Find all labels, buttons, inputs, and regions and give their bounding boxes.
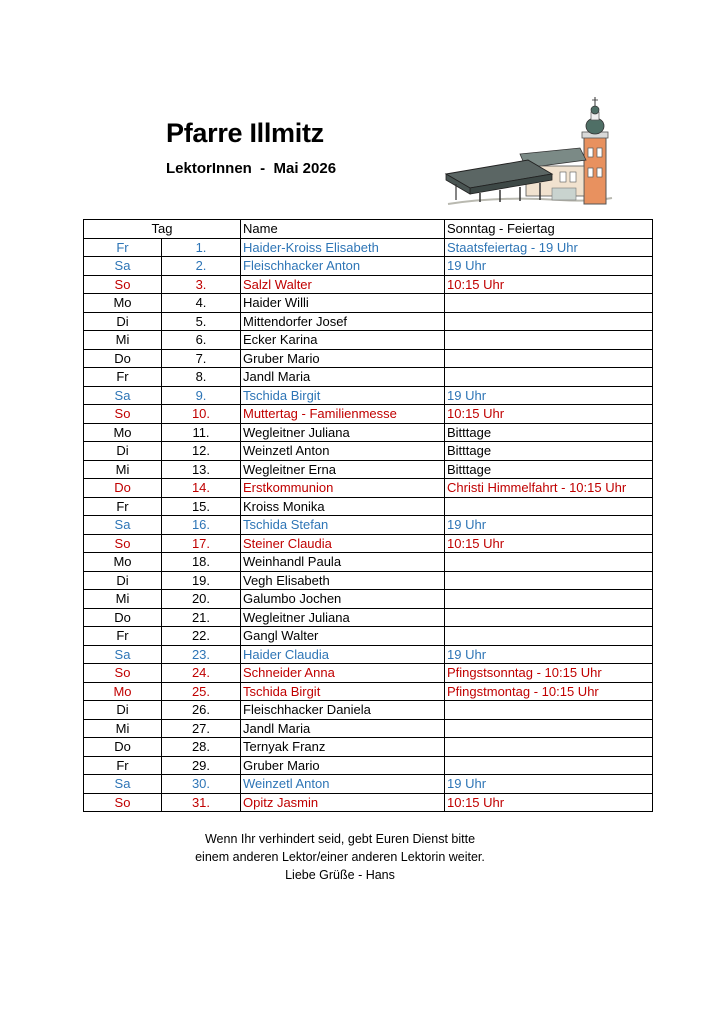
table-row <box>84 368 653 387</box>
date-cell: 16. <box>162 516 241 535</box>
day-cell: Mi <box>84 590 162 609</box>
day-cell: Do <box>84 608 162 627</box>
lektoren-table <box>83 219 653 812</box>
day-cell: So <box>84 405 162 424</box>
day-cell: Mi <box>84 331 162 350</box>
day-cell: Mi <box>84 719 162 738</box>
table-body <box>84 238 653 812</box>
note-cell <box>445 719 653 738</box>
name-cell: Wegleitner Erna <box>241 460 445 479</box>
page-title: Pfarre Illmitz <box>166 118 324 148</box>
table-row <box>84 312 653 331</box>
name-cell: Wegleitner Juliana <box>241 608 445 627</box>
name-cell: Gruber Mario <box>241 349 445 368</box>
footer-line-2: einem anderen Lektor/einer anderen Lektorin weiter. <box>195 850 485 864</box>
footer-signature: Liebe Grüße - Hans <box>285 868 395 882</box>
table-row <box>84 775 653 794</box>
table-row <box>84 349 653 368</box>
date-cell: 11. <box>162 423 241 442</box>
date-cell: 26. <box>162 701 241 720</box>
note-cell <box>445 701 653 720</box>
note-cell: 19 Uhr <box>445 516 653 535</box>
day-cell: Di <box>84 571 162 590</box>
day-cell: Do <box>84 349 162 368</box>
table-row <box>84 275 653 294</box>
date-cell: 7. <box>162 349 241 368</box>
date-cell: 15. <box>162 497 241 516</box>
name-cell: Jandl Maria <box>241 368 445 387</box>
table-row <box>84 442 653 461</box>
day-cell: Sa <box>84 257 162 276</box>
day-cell: Do <box>84 738 162 757</box>
table-row <box>84 405 653 424</box>
day-cell: Sa <box>84 775 162 794</box>
name-cell: Ternyak Franz <box>241 738 445 757</box>
name-cell: Gangl Walter <box>241 627 445 646</box>
table-row <box>84 590 653 609</box>
note-cell <box>445 331 653 350</box>
day-cell: So <box>84 793 162 812</box>
date-cell: 3. <box>162 275 241 294</box>
date-cell: 17. <box>162 534 241 553</box>
name-cell: Tschida Birgit <box>241 386 445 405</box>
table-row <box>84 571 653 590</box>
day-cell: Fr <box>84 497 162 516</box>
day-cell: Sa <box>84 516 162 535</box>
table-row <box>84 627 653 646</box>
day-cell: Sa <box>84 386 162 405</box>
date-cell: 10. <box>162 405 241 424</box>
date-cell: 6. <box>162 331 241 350</box>
table-row <box>84 793 653 812</box>
name-cell: Erstkommunion <box>241 479 445 498</box>
note-cell <box>445 294 653 313</box>
note-cell: 10:15 Uhr <box>445 793 653 812</box>
note-cell <box>445 312 653 331</box>
header-name: Name <box>241 220 445 239</box>
day-cell: Mo <box>84 682 162 701</box>
note-cell <box>445 756 653 775</box>
note-cell: Pfingstsonntag - 10:15 Uhr <box>445 664 653 683</box>
date-cell: 8. <box>162 368 241 387</box>
date-cell: 27. <box>162 719 241 738</box>
table-row <box>84 534 653 553</box>
name-cell: Mittendorfer Josef <box>241 312 445 331</box>
table-row <box>84 553 653 572</box>
table-row <box>84 682 653 701</box>
table-row <box>84 516 653 535</box>
day-cell: So <box>84 534 162 553</box>
day-cell: Mo <box>84 423 162 442</box>
name-cell: Fleischhacker Anton <box>241 257 445 276</box>
note-cell: 19 Uhr <box>445 257 653 276</box>
date-cell: 13. <box>162 460 241 479</box>
day-cell: Mi <box>84 460 162 479</box>
name-cell: Gruber Mario <box>241 756 445 775</box>
date-cell: 4. <box>162 294 241 313</box>
table-row <box>84 701 653 720</box>
date-cell: 24. <box>162 664 241 683</box>
note-cell: Staatsfeiertag - 19 Uhr <box>445 238 653 257</box>
date-cell: 1. <box>162 238 241 257</box>
table-row <box>84 497 653 516</box>
table-row <box>84 664 653 683</box>
name-cell: Vegh Elisabeth <box>241 571 445 590</box>
name-cell: Tschida Stefan <box>241 516 445 535</box>
name-cell: Weinzetl Anton <box>241 775 445 794</box>
table-row <box>84 719 653 738</box>
note-cell <box>445 368 653 387</box>
day-cell: So <box>84 275 162 294</box>
note-cell: 10:15 Uhr <box>445 275 653 294</box>
date-cell: 19. <box>162 571 241 590</box>
name-cell: Weinhandl Paula <box>241 553 445 572</box>
name-cell: Wegleitner Juliana <box>241 423 445 442</box>
day-cell: Mo <box>84 553 162 572</box>
note-cell: Pfingstmontag - 10:15 Uhr <box>445 682 653 701</box>
note-cell: Bitttage <box>445 460 653 479</box>
name-cell: Galumbo Jochen <box>241 590 445 609</box>
table-row <box>84 331 653 350</box>
date-cell: 9. <box>162 386 241 405</box>
table-row <box>84 738 653 757</box>
note-cell <box>445 571 653 590</box>
note-cell <box>445 627 653 646</box>
note-cell <box>445 349 653 368</box>
day-cell: Di <box>84 701 162 720</box>
date-cell: 31. <box>162 793 241 812</box>
day-cell: Fr <box>84 238 162 257</box>
date-cell: 2. <box>162 257 241 276</box>
date-cell: 30. <box>162 775 241 794</box>
footer-note <box>160 830 520 884</box>
note-cell <box>445 553 653 572</box>
page-subtitle: LektorInnen - Mai 2026 <box>166 160 337 177</box>
table-row <box>84 386 653 405</box>
name-cell: Salzl Walter <box>241 275 445 294</box>
table-header-row <box>84 220 653 239</box>
table-row <box>84 294 653 313</box>
table-row <box>84 608 653 627</box>
name-cell: Haider Willi <box>241 294 445 313</box>
date-cell: 5. <box>162 312 241 331</box>
name-cell: Jandl Maria <box>241 719 445 738</box>
table-row <box>84 257 653 276</box>
date-cell: 18. <box>162 553 241 572</box>
footer-line-1: Wenn Ihr verhindert seid, gebt Euren Dienst bitte <box>204 832 476 846</box>
day-cell: So <box>84 664 162 683</box>
note-cell: 19 Uhr <box>445 386 653 405</box>
church-illustration <box>440 96 620 214</box>
date-cell: 21. <box>162 608 241 627</box>
day-cell: Mo <box>84 294 162 313</box>
date-cell: 25. <box>162 682 241 701</box>
note-cell <box>445 738 653 757</box>
name-cell: Haider-Kroiss Elisabeth <box>241 238 445 257</box>
name-cell: Weinzetl Anton <box>241 442 445 461</box>
note-cell <box>445 590 653 609</box>
day-cell: Fr <box>84 368 162 387</box>
note-cell: Bitttage <box>445 442 653 461</box>
table-row <box>84 479 653 498</box>
day-cell: Do <box>84 479 162 498</box>
name-cell: Tschida Birgit <box>241 682 445 701</box>
note-cell: 10:15 Uhr <box>445 534 653 553</box>
day-cell: Fr <box>84 756 162 775</box>
date-cell: 12. <box>162 442 241 461</box>
day-cell: Di <box>84 442 162 461</box>
date-cell: 29. <box>162 756 241 775</box>
note-cell <box>445 608 653 627</box>
header-tag: Tag <box>84 220 241 239</box>
name-cell: Steiner Claudia <box>241 534 445 553</box>
table-row <box>84 756 653 775</box>
name-cell: Fleischhacker Daniela <box>241 701 445 720</box>
header-sonntag-feiertag: Sonntag - Feiertag <box>445 220 653 239</box>
date-cell: 28. <box>162 738 241 757</box>
name-cell: Opitz Jasmin <box>241 793 445 812</box>
table-row <box>84 460 653 479</box>
day-cell: Sa <box>84 645 162 664</box>
date-cell: 22. <box>162 627 241 646</box>
note-cell: 19 Uhr <box>445 775 653 794</box>
date-cell: 23. <box>162 645 241 664</box>
name-cell: Ecker Karina <box>241 331 445 350</box>
date-cell: 20. <box>162 590 241 609</box>
name-cell: Schneider Anna <box>241 664 445 683</box>
name-cell: Haider Claudia <box>241 645 445 664</box>
date-cell: 14. <box>162 479 241 498</box>
day-cell: Fr <box>84 627 162 646</box>
table-row <box>84 423 653 442</box>
day-cell: Di <box>84 312 162 331</box>
note-cell: 10:15 Uhr <box>445 405 653 424</box>
note-cell: Bitttage <box>445 423 653 442</box>
name-cell: Kroiss Monika <box>241 497 445 516</box>
note-cell: 19 Uhr <box>445 645 653 664</box>
name-cell: Muttertag - Familienmesse <box>241 405 445 424</box>
table-row <box>84 238 653 257</box>
table-row <box>84 645 653 664</box>
note-cell: Christi Himmelfahrt - 10:15 Uhr <box>445 479 653 498</box>
note-cell <box>445 497 653 516</box>
